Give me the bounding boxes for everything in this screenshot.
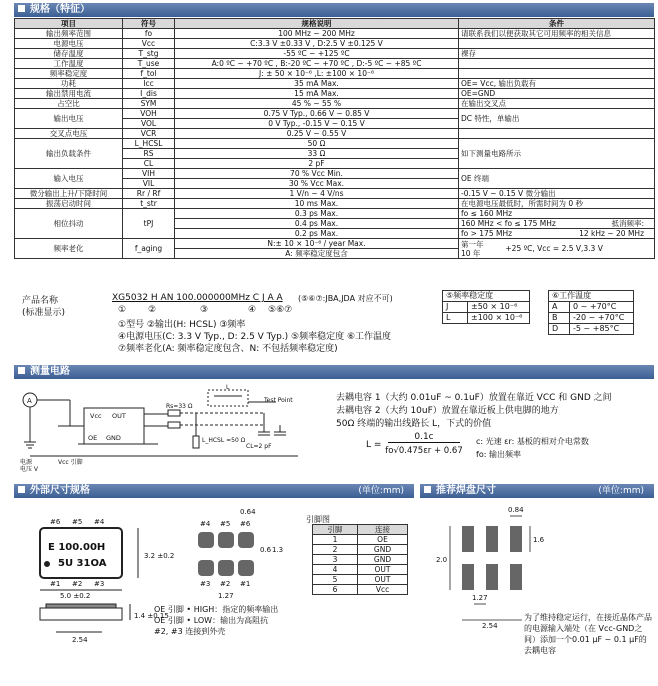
circuit-section-title: 测量电路: [30, 366, 70, 377]
solder-pad-drawing: [430, 500, 550, 630]
rs-resistor: [168, 410, 180, 416]
square-icon: [424, 486, 431, 493]
row-condition: [459, 39, 655, 49]
row-condition: [459, 59, 655, 69]
solder-section-title: 推荐焊盘尺寸: [436, 485, 496, 496]
table-row: [15, 169, 655, 179]
pin-label-bottom-3: #3: [94, 580, 105, 588]
measurement-circuit-diagram: [18, 382, 338, 472]
aging-cond-1: 第一年: [461, 239, 484, 249]
header-item: 项目: [15, 19, 123, 29]
table-row: [313, 545, 408, 555]
oe-note-3: #2, #3 连接到外壳: [154, 627, 226, 636]
formula-lhs: L =: [366, 440, 382, 450]
row-symbol: f_aging: [123, 239, 175, 259]
solder-dim-3: 2.0: [436, 556, 448, 564]
row-item: 输出禁用电流: [15, 89, 123, 99]
table-row: [15, 239, 655, 249]
row-spec: 0.3 ps Max.: [175, 209, 459, 219]
stability-value: ±100 × 10⁻⁶: [468, 313, 530, 324]
stability-table: [442, 290, 530, 324]
row-condition: [459, 209, 655, 219]
pinmap-conn: OUT: [358, 575, 408, 585]
jitter-cond-1: fo ≤ 160 MHz: [461, 209, 513, 218]
pinmap-conn: OE: [358, 535, 408, 545]
row-symbol: RS: [123, 149, 175, 159]
pinmap-conn: Vcc: [358, 585, 408, 595]
temperature-title: ⑥工作温度: [549, 291, 634, 302]
table-row: [15, 79, 655, 89]
row-spec: 0.25 V ~ 0.55 V: [175, 129, 459, 139]
pinmap-pin: 1: [313, 535, 358, 545]
temperature-value: 0 ~ +70°C: [570, 302, 634, 313]
row-condition: 如下测量电路所示: [459, 139, 655, 169]
square-icon: [18, 486, 25, 493]
aging-cond-3: +25 ºC, Vcc = 2.5 V,3.3 V: [505, 243, 603, 253]
pad-label-5: #5: [220, 520, 231, 528]
row-condition: OE 终端: [459, 169, 655, 189]
package-width: 5.0 ±0.2: [60, 592, 91, 600]
dimensions-unit: (单位:mm): [358, 486, 404, 496]
row-symbol: VOH: [123, 109, 175, 119]
row-item: 输入电压: [15, 169, 123, 189]
row-item: 微分输出上升/下降时间: [15, 189, 123, 199]
row-spec: C:3.3 V ±0.33 V , D:2.5 V ±0.125 V: [175, 39, 459, 49]
pinmap-header-pin: 引脚: [313, 525, 358, 535]
row-symbol: I_dis: [123, 89, 175, 99]
row-symbol: T_use: [123, 59, 175, 69]
package-height: 3.2 ±0.2: [144, 552, 175, 560]
temperature-code: D: [549, 324, 570, 335]
formula-numerator: 0.1c: [388, 432, 460, 443]
solder-unit: (单位:mm): [598, 486, 644, 496]
pinmap-pin: 2: [313, 545, 358, 555]
rs-resistor: [168, 422, 180, 428]
row-spec: 0.2 ps Max.: [175, 229, 459, 239]
row-item: 频率稳定度: [15, 69, 123, 79]
marker-2: ②: [148, 305, 157, 315]
row-spec: -55 ºC ~ +125 ºC: [175, 49, 459, 59]
circuit-section-bar: [14, 365, 654, 379]
table-row: [15, 39, 655, 49]
row-symbol: VCR: [123, 129, 175, 139]
row-symbol: f_tol: [123, 69, 175, 79]
row-symbol: VIH: [123, 169, 175, 179]
spec-table-header: [15, 19, 655, 29]
circuit-gnd-label: GND: [106, 434, 121, 442]
row-symbol: Vcc: [123, 39, 175, 49]
row-spec: 50 Ω: [175, 139, 459, 149]
circuit-oe-label: OE: [88, 434, 98, 442]
marker-567: ⑤⑥⑦: [268, 305, 293, 315]
pinmap-pin: 3: [313, 555, 358, 565]
jitter-cond-3: fo > 175 MHz: [461, 229, 513, 238]
circuit-cl-label: CL=2 pF: [246, 443, 272, 450]
row-condition: [459, 219, 655, 229]
table-row: [443, 313, 530, 324]
pin-label-top-4: #4: [94, 518, 105, 526]
row-item: 电源电压: [15, 39, 123, 49]
header-symbol: 符号: [123, 19, 175, 29]
temperature-code: B: [549, 313, 570, 324]
pinmap-header-conn: 连接: [358, 525, 408, 535]
table-row: [15, 59, 655, 69]
pin-label-top-6: #6: [50, 518, 61, 526]
jitter-note-2: 12 kHz ~ 20 MHz: [579, 229, 644, 238]
marking-line-1: E 100.00H: [48, 542, 106, 553]
oe-note-1: OE 引脚 • HIGH：指定的频率输出: [154, 605, 279, 614]
marking-line-2: 5U 31OA: [58, 558, 107, 569]
circuit-text-2: 去耦电容 2（大约 10uF）放置在靠近板上供电脚的地方: [336, 406, 559, 416]
circuit-hcsl-label: L_HCSL =50 Ω: [202, 437, 246, 444]
row-spec: 30 % Vcc Max.: [175, 179, 459, 189]
temperature-code: A: [549, 302, 570, 313]
row-condition: OE= Vcc, 输出负载有: [459, 79, 655, 89]
package-thickness: 1.4 ±0.15: [134, 612, 169, 620]
table-row: [15, 209, 655, 219]
legend-line-2: ④电源电压(C: 3.3 V Typ., D: 2.5 V Typ.) ⑤频率稳定度 ⑥工作温度: [118, 332, 392, 342]
circuit-rs-label: Rs=33 Ω: [166, 403, 193, 410]
pad-height-2: 1.3: [272, 546, 284, 554]
circuit-vcc-pin-label: Vcc 引脚: [58, 459, 83, 466]
square-icon: [18, 367, 25, 374]
row-item: 相位抖动: [15, 209, 123, 239]
row-symbol: L_HCSL: [123, 139, 175, 149]
ammeter-label: A: [27, 397, 32, 405]
row-symbol: fo: [123, 29, 175, 39]
package-outline: [40, 528, 122, 578]
row-symbol: CL: [123, 159, 175, 169]
row-spec: 100 MHz ~ 200 MHz: [175, 29, 459, 39]
solder-dim-1: 0.84: [508, 506, 524, 514]
pin1-marker: [45, 562, 50, 567]
table-row: [313, 575, 408, 585]
row-spec: 1 V/n ~ 4 V/ns: [175, 189, 459, 199]
row-symbol: Rr / Rf: [123, 189, 175, 199]
stability-value: ±50 × 10⁻⁶: [468, 302, 530, 313]
pad-label-1: #1: [240, 580, 251, 588]
row-item: 输出频率范围: [15, 29, 123, 39]
table-row: [549, 313, 634, 324]
row-symbol: Icc: [123, 79, 175, 89]
jitter-cond-2: 160 MHz < fo ≤ 175 MHz: [461, 219, 556, 228]
package-pitch: 2.54: [72, 636, 88, 644]
table-row: [443, 302, 530, 313]
spec-section-bar: [14, 3, 654, 17]
header-spec: 规格说明: [175, 19, 459, 29]
row-spec: 70 % Vcc Min.: [175, 169, 459, 179]
pad-height-1: 0.6: [260, 546, 272, 554]
row-spec: 0.4 ps Max.: [175, 219, 459, 229]
solder-dim-2: 1.6: [533, 536, 545, 544]
table-row: [313, 555, 408, 565]
stability-title: ⑤频率稳定度: [443, 291, 530, 302]
table-row: [15, 69, 655, 79]
pad-pitch: 1.27: [218, 592, 234, 600]
table-row: [15, 189, 655, 199]
row-symbol: t_str: [123, 199, 175, 209]
pinmap-title: 引脚图: [306, 515, 330, 524]
circuit-power-label-2: 电压 V: [20, 466, 39, 472]
legend-line-3: ⑦频率老化(A: 频率稳定度包含、N: 不包括频率稳定度): [118, 344, 338, 354]
row-spec: N:± 10 × 10⁻⁶ / year Max.: [175, 239, 459, 249]
table-row: [15, 199, 655, 209]
part-label-standard: (标准显示): [22, 308, 66, 318]
legend-line-1: ①型号 ②输出(H: HCSL) ③频率: [118, 320, 246, 330]
pad-label-3: #3: [200, 580, 211, 588]
temperature-value: -5 ~ +85°C: [570, 324, 634, 335]
stability-code: L: [443, 313, 468, 324]
solder-note: 为了维持稳定运行，在接近晶体产品的电源输入端处（在 Vcc-GND之间）添加一个0.01 μF ~ 0.1 μF的去耦电容: [524, 613, 652, 655]
table-row: [549, 324, 634, 335]
temperature-value: -20 ~ +70°C: [570, 313, 634, 324]
formula-note-2: fo: 输出频率: [476, 450, 521, 459]
row-condition: DC 特性，单输出: [459, 109, 655, 129]
circuit-test-label: Test Point: [264, 397, 293, 404]
row-item: 储存温度: [15, 49, 123, 59]
dimensions-section-bar: [14, 484, 414, 498]
row-symbol: VIL: [123, 179, 175, 189]
circuit-vcc-label: Vcc: [90, 412, 102, 420]
pinmap-conn: GND: [358, 555, 408, 565]
row-spec: 15 mA Max.: [175, 89, 459, 99]
marker-4: ④: [248, 305, 257, 315]
row-condition: 在输出交叉点: [459, 99, 655, 109]
pinmap-conn: OUT: [358, 565, 408, 575]
table-row: [15, 129, 655, 139]
table-row: [313, 565, 408, 575]
row-symbol: T_stg: [123, 49, 175, 59]
part-label: 产品名称: [22, 296, 59, 306]
spec-table: [14, 18, 655, 259]
table-row: [15, 109, 655, 119]
spec-section-title: 规格（特征）: [30, 4, 90, 15]
row-condition: [459, 229, 655, 239]
table-row: [15, 49, 655, 59]
formula-note-1: c: 光速 εr: 基板的相对介电常数: [476, 437, 589, 446]
row-spec: 35 mA Max.: [175, 79, 459, 89]
jitter-note-1: 抵消频率:: [611, 219, 644, 228]
pad-label-6: #6: [240, 520, 251, 528]
row-spec: A: 频率稳定度包含: [175, 249, 459, 259]
table-row: [313, 525, 408, 535]
table-row: [313, 585, 408, 595]
hcsl-resistor: [193, 436, 199, 448]
package-side: [40, 608, 122, 620]
pinmap-table: [312, 524, 408, 595]
pin-label-top-5: #5: [72, 518, 83, 526]
pinmap-pin: 5: [313, 575, 358, 585]
table-row: [15, 29, 655, 39]
pinmap-conn: GND: [358, 545, 408, 555]
row-item: 输出负载条件: [15, 139, 123, 169]
circuit-text-1: 去耦电容 1（大约 0.01uF ~ 0.1uF）放置在靠近 VCC 和 GND 之间: [336, 393, 612, 403]
row-condition: 请联系我们以便获取其它可用频率的相关信息: [459, 29, 655, 39]
row-item: 占空比: [15, 99, 123, 109]
part-note: (⑤⑥⑦:JBA,JDA 对应不可): [298, 294, 393, 303]
row-spec: 0 V Typ., -0.15 V ~ 0.15 V: [175, 119, 459, 129]
circuit-out-label: OUT: [112, 412, 126, 420]
row-condition: -0.15 V ~ 0.15 V 微分输出: [459, 189, 655, 199]
square-icon: [18, 5, 25, 12]
formula-denominator: fo√0.475εr + 0.67: [385, 446, 463, 456]
row-symbol: tPJ: [123, 209, 175, 239]
pad-label-4: #4: [200, 520, 211, 528]
table-row: [313, 535, 408, 545]
table-row: [15, 99, 655, 109]
aging-cond-2: 10 年: [461, 248, 481, 258]
marker-3: ③: [200, 305, 209, 315]
row-condition: [459, 69, 655, 79]
pin-label-bottom-2: #2: [72, 580, 83, 588]
stability-code: J: [443, 302, 468, 313]
row-item: 频率老化: [15, 239, 123, 259]
row-spec: 2 pF: [175, 159, 459, 169]
pad-label-2: #2: [220, 580, 231, 588]
part-code: XG5032 H AN 100.000000MHz C J A A: [112, 293, 283, 303]
row-spec: 0.75 V Typ., 0.66 V ~ 0.85 V: [175, 109, 459, 119]
row-condition: 裸存: [459, 49, 655, 59]
row-condition: 在电源电压最低时，所需时间为 0 秒: [459, 199, 655, 209]
row-item: 振荡启动时间: [15, 199, 123, 209]
table-row: [15, 89, 655, 99]
header-condition: 条件: [459, 19, 655, 29]
table-row: [549, 302, 634, 313]
solder-dim-5: 2.54: [482, 622, 498, 630]
pad-width: 0.64: [240, 508, 256, 516]
solder-section-bar: [420, 484, 654, 498]
row-spec: 33 Ω: [175, 149, 459, 159]
table-row: [15, 139, 655, 149]
row-spec: 10 ms Max.: [175, 199, 459, 209]
pinmap-pin: 6: [313, 585, 358, 595]
row-spec: 45 % ~ 55 %: [175, 99, 459, 109]
row-item: 输出电压: [15, 109, 123, 129]
temperature-table: [548, 290, 634, 335]
pinmap-pin: 4: [313, 565, 358, 575]
row-item: 工作温度: [15, 59, 123, 69]
row-symbol: VOL: [123, 119, 175, 129]
circuit-text-3: 50Ω 终端的输出线路长 L，下式的价值: [336, 419, 492, 429]
dimensions-section-title: 外部尺寸规格: [30, 485, 90, 496]
row-condition: OE=GND: [459, 89, 655, 99]
marker-1: ①: [118, 305, 127, 315]
pin-label-bottom-1: #1: [50, 580, 61, 588]
solder-dim-4: 1.27: [472, 594, 488, 602]
row-condition: [459, 129, 655, 139]
circuit-power-label: 电源: [20, 459, 33, 466]
row-spec: A:0 ºC ~ +70 ºC , B:-20 ºC ~ +70 ºC , D:-5 ºC ~ +85 ºC: [175, 59, 459, 69]
row-spec: J: ± 50 × 10⁻⁶ ,L: ±100 × 10⁻⁶: [175, 69, 459, 79]
row-item: 交叉点电压: [15, 129, 123, 139]
row-condition: [459, 239, 655, 259]
circuit-length-label: L: [226, 384, 230, 391]
row-item: 功耗: [15, 79, 123, 89]
row-symbol: SYM: [123, 99, 175, 109]
oe-note-2: OE 引脚 • LOW：输出为高阻抗: [154, 616, 269, 625]
